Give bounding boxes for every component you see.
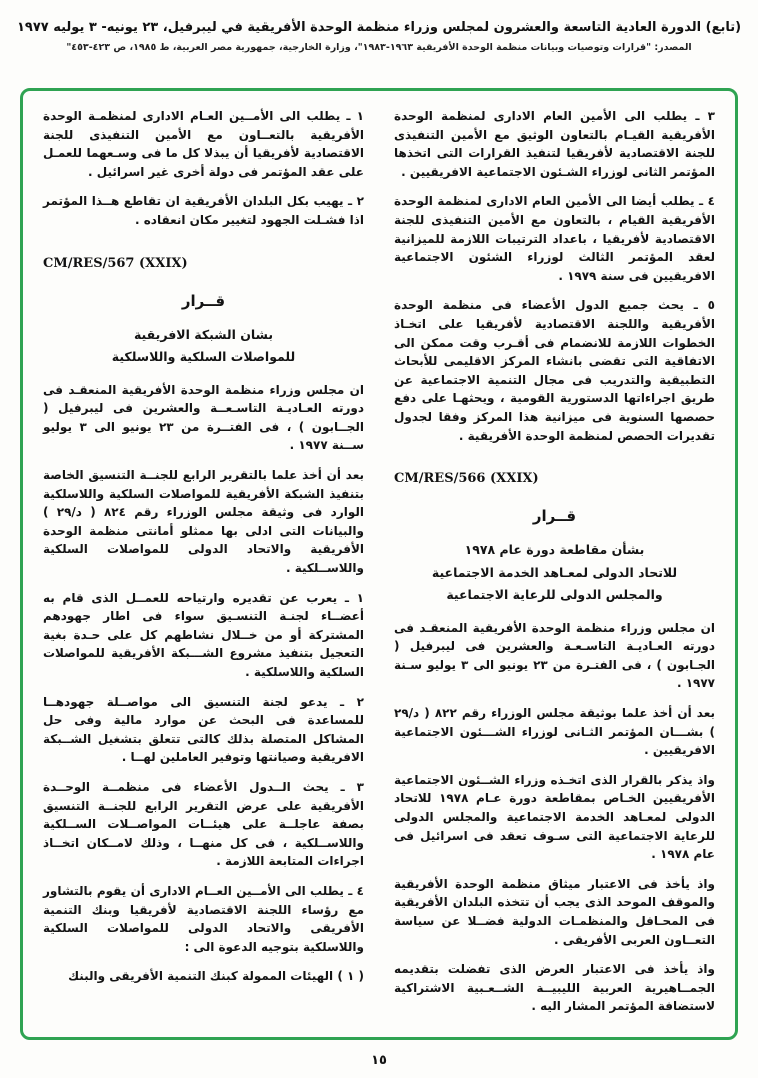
resolution-566-considering-1: واذ يأخذ فى الاعتبار ميثاق منظمة الوحدة الأفريقية والموقف الموحد الذى يجب أن تتخذه البلدان الأفريقية فى المحـافل والمنظمـات الدولية فضــلا عن سياسة التعــاون العربى الأفريقى .	[394, 876, 715, 947]
source-citation: المصدر: "قرارات وتوصيات وبيانات منظمة الوحدة الأفريقية ١٩٦٣-١٩٨٣"، وزارة الخارجية، جمهورية مصر العربية، ط ١٩٨٥، ص ٤٢٣-٤٥٣"	[66, 42, 692, 53]
resolution-ref-567: CM/RES/567 (XXIX)	[43, 255, 188, 271]
resolution-566-subtitle-1: بشأن مقاطعة دورة عام ١٩٧٨	[464, 542, 645, 558]
right-column	[394, 107, 715, 1021]
resolution-566-heading: قــرار	[532, 507, 577, 526]
resolution-567-heading: قــرار	[181, 291, 226, 310]
content-frame	[20, 88, 738, 1040]
resolution-565-operative-3: ٣ ـ يطلب الى الأمين العام الادارى لمنظمة الوحدة الأفريقية القيـام بالتعاون الوثيق مع الأمين التنفيذى للجنة الاقتصادية لأفريقيا لتنفيذ القرارات التى اتخذها المؤتمر الثانى لوزراء الشـئون الاجتماعية الافريقيين .	[394, 109, 715, 179]
resolution-566-subtitle-2: للاتحاد الدولى لمعـاهد الخدمة الاجتماعية	[431, 564, 678, 580]
two-column-layout	[43, 107, 715, 1021]
resolution-567-operative-4: ٤ ـ يطلب الى الأمــين العــام الادارى أن يقوم بالتشاور مع رؤساء اللجنة الاقتصادية لأفريقيا وبنك التنمية الأفريقى والاتحاد الدولى للمواصلات السلكية واللاسلكية بتوجيه الدعوة الى :	[43, 883, 364, 954]
resolution-566-operative-2: ٢ ـ يهيب بكل البلدان الأفريقية ان تقاطع هــذا المؤتمر اذا فشـلت الجهود لتغيير مكان انعقاده .	[43, 194, 364, 227]
page-number: ١٥	[371, 1053, 387, 1068]
resolution-567-noting: بعد أن أخذ علما بالتقرير الرابع للجنــة التنسيق الخاصة بتنفيذ الشبكة الأفريقية للمواصلات السلكية واللاسلكية الوارد فى وثيقة مجلس الوزراء رقم ٨٢٤ ( د/٢٩ ) والبيانات التى ادلى بها ممثلو أمانتى منظمة الوحدة الأفريقية والاتحاد الدولى للمواصلات السلكية واللاســلكية .	[43, 468, 364, 576]
resolution-ref-566: CM/RES/566 (XXIX)	[394, 471, 539, 487]
resolution-566-operative-1: ١ ـ يطلب الى الأمــين العـام الادارى لمنظمـة الوحدة الأفريقية بالتعــاون مع الأمين التنفيذى للجنة الاقتصادية لأفريقيا أن يبذلا كل ما فى وسـعهما للعمـل على عقد المؤتمر فى دولة أخرى غير اسرائيل .	[43, 109, 364, 179]
resolution-566-considering-2: واذ يأخذ فى الاعتبار العرض الذى تفضلت بتقديمه الجمــاهيرية العربية الليبيــة الشــعـبية الاشتراكية لاستضافة المؤتمر المشار اليه .	[394, 962, 715, 1014]
resolution-567-footnote: ( ١ ) الهيئات الممولة كبنك التنمية الأفريقى والبنك	[68, 969, 364, 984]
resolution-567-operative-3: ٣ ـ يحث الــدول الأعضاء فى منظمــة الوحــدة الأفريقية على عرض التقرير الرابع للجنــة التنسيق بصفة عاجلــة على هيئــات المواصــلات الســلكية واللاســلكية ، فى كل منهــا ، وذلك لامــكان اتخــاذ اجراءات المتابعة اللازمة .	[43, 779, 364, 869]
resolution-566-noting: بعد أن أخذ علما بوثيقة مجلس الوزراء رقم ٨٢٢ ( د/٢٩ ) بشـــان المؤتمر الثـانى لوزراء الشـــئون الاجتماعية الافريقيين .	[394, 705, 716, 758]
resolution-567-operative-2: ٢ ـ يدعو لجنة التنسيق الى مواصــلة جهودهــا للمساعدة فى البحث عن موارد مالية وفى حل المشاكل المتصلة بذلك كالتى تتعلق بتشغيل الشــبكة الافريقية وصيانتها وتوفير العاملين لهــا .	[43, 694, 364, 765]
resolution-565-operative-4: ٤ ـ يطلب أيضا الى الأمين العام الادارى لمنظمة الوحدة الأفريقية القيام ، بالتعاون مع الأمين التنفيذى للجنة الاقتصادية لأفريقيا ، باعداد الترتيبات اللازمة للميزانية لعقد المؤتمر الثالث لوزراء الشئون الاجتماعية الافريقيين فى سنة ١٩٧٩ .	[394, 194, 715, 283]
page-header-title: (تابع) الدورة العادية التاسعة والعشرون لمجلس وزراء منظمة الوحدة الأفريقية في ليبرفيل، ٢٣ يونيه- ٣ يوليه ١٩٧٧	[16, 20, 742, 35]
resolution-567-preamble: ان مجلس وزراء منظمة الوحدة الأفريقية المنعقـد فى دورته العـاديـة التاسـعــة والعشرين فى ليبرفيل ( الجــابون ) ، فى الفتــرة من ٢٣ يونيو الى ٣ يوليو ســنة ١٩٧٧ .	[43, 382, 364, 453]
resolution-566-preamble: ان مجلس وزراء منظمة الوحدة الأفريقية المنعقـد فى دورته العـاديـة التاسـعـة والعشرين فى ليبرفيل ( الجـابون ) ، فى الفتـرة من ٢٣ يونيو الى ٣ يوليو سـنة ١٩٧٧ .	[394, 620, 716, 691]
resolution-566-subtitle-3: والمجلس الدولى للرعاية الاجتماعية	[446, 587, 663, 603]
resolution-567-subtitle-2: للمواصلات السلكية واللاسلكية	[111, 349, 296, 365]
resolution-567-subtitle-1: بشان الشبكة الافريقية	[133, 326, 274, 342]
resolution-567-operative-1: ١ ـ يعرب عن تقديره وارتياحه للعمــل الذى قام به أعضــاء لجنـة التنسـيق سواء فى اطار جهودهم المشتركة أو من خــلال نشاطهم كل على حـدة بغية التعجيل بتنفيذ مشروع الشـــبكة الأفريقية للمواصلات السلكية واللاسلكية .	[43, 590, 364, 680]
left-column	[43, 107, 364, 1021]
resolution-565-operative-5: ٥ ـ يحث جميع الدول الأعضاء فى منظمة الوحدة الأفريقية واللجنة الاقتصادية لأفريقيا على اتخـاذ الخطوات اللازمة للانضمام فى أقـرب وقت ممكن الى الاتفاقية التى تقضى بانشاء المركز الاقليمى للأبحاث التطبيقية والتدريب فى مجال التنمية الاجتماعية عن طريق اجراءاتها الدستورية القومية ، ويحثهـا على دفع حصصها السنوية فى ميزانية هذا المركز وفقا لجدول تقديرات الحصص لمنظمة الوحدة الأفريقية .	[394, 298, 715, 443]
resolution-566-recalling: واذ يذكر بالقرار الذى اتخـذه وزراء الشــئون الاجتماعية الأفريقيين الخـاص بمقاطعة دورة عـام ١٩٧٨ للاتحاد الدولى لمعـاهد الخدمة الاجتماعية والمجلس الدولى للرعاية الاجتماعية التى سـوف تعقد فى اسرائيل فى عام ١٩٧٨ .	[394, 772, 715, 862]
